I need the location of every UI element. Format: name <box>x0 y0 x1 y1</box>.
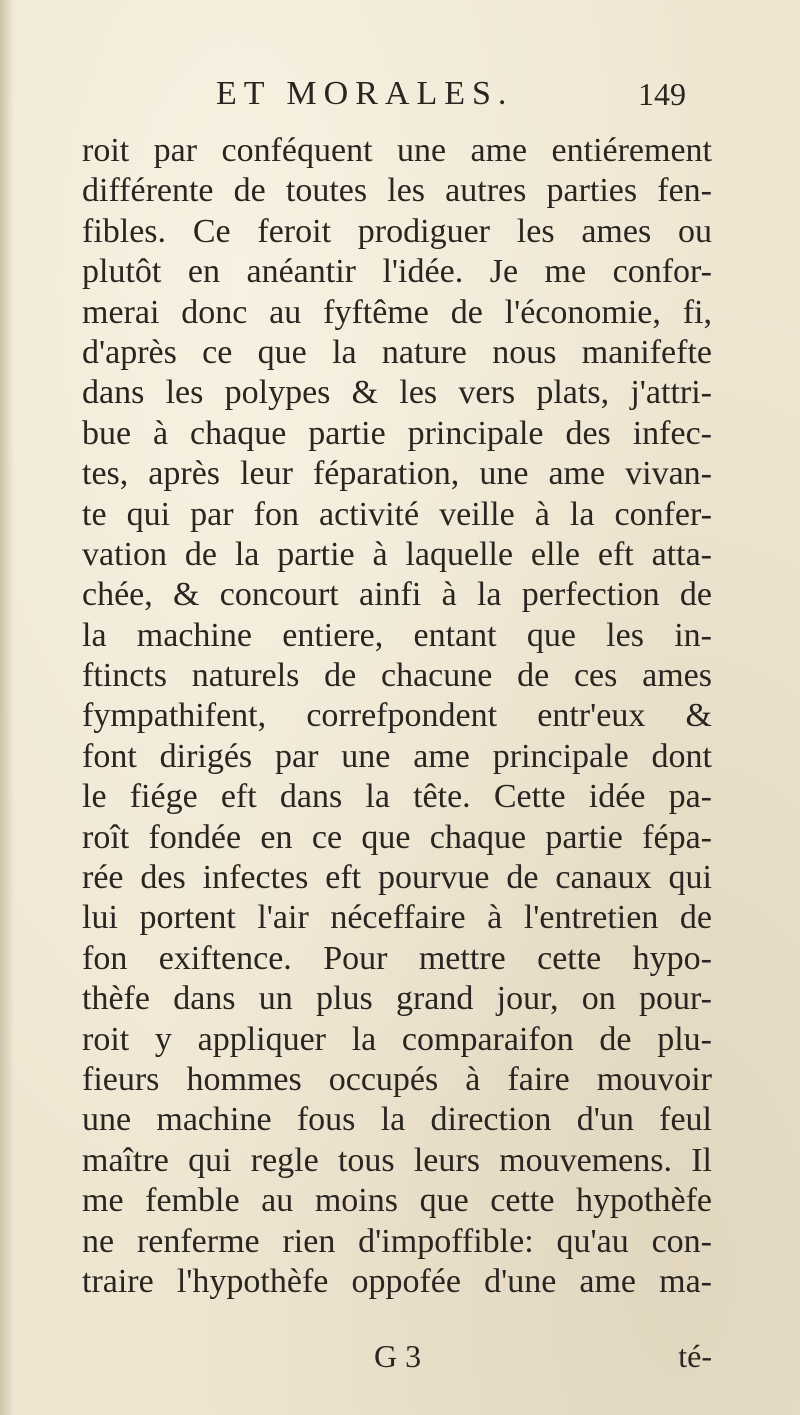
text-line: plutôt en anéantir l'idée. Je me confor- <box>82 253 712 291</box>
text-line: ne renferme rien d'impoffible: qu'au con- <box>82 1222 712 1260</box>
text-line: la machine entiere, entant que les in- <box>82 616 712 654</box>
text-line: lui portent l'air néceffaire à l'entretien de <box>82 899 712 937</box>
signature-mark: G 3 <box>374 1338 422 1374</box>
text-line: fympathifent, correfpondent entr'eux & <box>82 697 712 735</box>
text-line: vation de la partie à laquelle elle eft atta- <box>82 535 712 573</box>
text-line: fibles. Ce feroit prodiguer les ames ou <box>82 212 712 250</box>
text-line: thèfe dans un plus grand jour, on pour- <box>82 980 712 1018</box>
text-line: traire l'hypothèfe oppofée d'une ame ma- <box>82 1262 712 1300</box>
page-number: 149 <box>638 76 686 112</box>
text-line: ftincts naturels de chacune de ces ames <box>82 657 712 695</box>
page-header <box>216 74 686 114</box>
text-line: maître qui regle tous leurs mouvemens. Il <box>82 1141 712 1179</box>
text-line: fieurs hommes occupés à faire mouvoir <box>82 1060 712 1098</box>
text-line: merai donc au fyftême de l'économie, fi, <box>82 293 712 331</box>
text-line: chée, & concourt ainfi à la perfection de <box>82 576 712 614</box>
text-line: font dirigés par une ame principale dont <box>82 737 712 775</box>
page-footer <box>82 1336 712 1376</box>
body-text <box>82 131 712 1302</box>
text-line: d'après ce que la nature nous manifefte <box>82 333 712 371</box>
page-gutter-shadow <box>0 0 14 1415</box>
text-line: me femble au moins que cette hypothèfe <box>82 1182 712 1220</box>
text-line: rée des infectes eft pourvue de canaux qui <box>82 859 712 897</box>
text-line: dans les polypes & les vers plats, j'attri- <box>82 374 712 412</box>
text-line: roit y appliquer la comparaifon de plu- <box>82 1020 712 1058</box>
text-line: différente de toutes les autres parties fen- <box>82 172 712 210</box>
text-line: roit par conféquent une ame entiérement <box>82 132 712 169</box>
text-line: le fiége eft dans la tête. Cette idée pa- <box>82 778 712 816</box>
text-line: fon exiftence. Pour mettre cette hypo- <box>82 939 712 977</box>
text-line: tes, après leur féparation, une ame vivan- <box>82 455 712 493</box>
catchword: té- <box>678 1338 712 1374</box>
text-line: bue à chaque partie principale des infec- <box>82 414 712 452</box>
text-line: te qui par fon activité veille à la confer- <box>82 495 712 533</box>
text-line: une machine fous la direction d'un feul <box>82 1101 712 1139</box>
running-title: ET MORALES. <box>216 75 514 112</box>
text-line: roît fondée en ce que chaque partie fépa- <box>82 818 712 856</box>
